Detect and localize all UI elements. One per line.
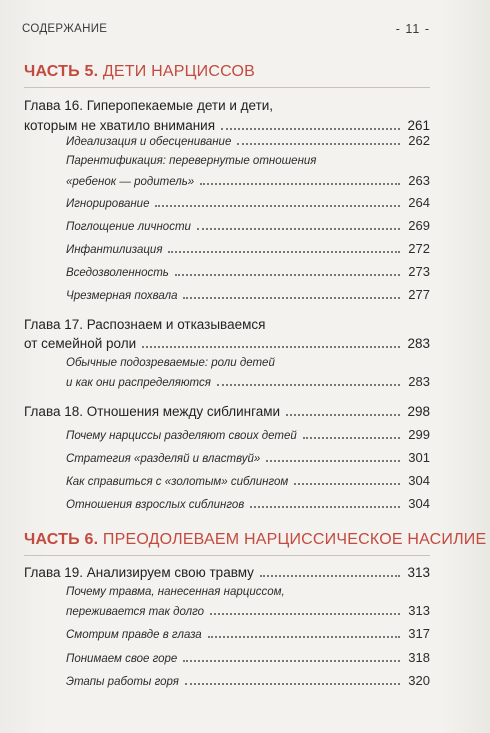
chapter-18-entry [24,401,430,419]
subentry-page: 263 [408,173,430,188]
toc-subentry [66,424,430,442]
subentry-page: 318 [408,650,430,665]
toc-subentry [66,238,430,256]
subentry-page: 313 [408,603,430,618]
toc-subentry [66,284,430,302]
part-divider [24,87,430,88]
subentry-title: Как справиться с «золотым» сиблингом [66,476,289,488]
subentry-title: Стратегия «разделяй и властвуй» [66,453,261,465]
subentry-page: 262 [408,133,430,148]
subentry-page: 273 [408,264,430,279]
chapter-16-title-line2: которым не хватило внимания [24,118,216,133]
chapter-19-entry [24,562,430,580]
subentry-title: и как они распределяются [66,377,211,389]
dot-leader [266,460,400,462]
subentry-title-line1: Парентификация: перевернутые отношения [66,155,317,167]
dot-leader [155,205,400,207]
page-number: - 11 - [395,22,430,36]
dot-leader [217,384,400,386]
subentry-page: 277 [408,287,430,302]
subentry-page: 264 [408,195,430,210]
chapter-17-page: 283 [407,336,430,351]
subentry-page: 283 [408,374,430,389]
chapter-16-title-line1: Глава 16. Гиперопекаемые дети и дети, [24,98,274,113]
toc-subentry [66,170,430,188]
toc-subentry [66,371,430,389]
toc-subentry [66,447,430,465]
part-number: ЧАСТЬ 5. [24,63,99,80]
dot-leader [294,483,400,485]
dot-leader [168,251,400,253]
toc-subentry [66,623,430,641]
dot-leader [183,297,400,299]
chapter-18-title: Глава 18. Отношения между сиблингами [24,404,281,419]
subentry-title: Этапы работы горя [66,676,179,688]
toc-subentry [66,670,430,688]
toc-subentry [66,647,430,665]
dot-leader [197,228,400,230]
dot-leader [237,143,400,145]
subentry-page: 299 [408,427,430,442]
dot-leader [250,506,400,508]
subentry-title: Поглощение личности [66,221,191,233]
subentry-title: Почему нарциссы разделяют своих детей [66,430,297,442]
dot-leader [142,346,400,348]
part-6-heading [24,531,487,553]
dot-leader [286,414,400,416]
section-title: СОДЕРЖАНИЕ [22,23,108,35]
toc-subentry [66,600,430,618]
chapter-19-title: Глава 19. Анализируем свою травму [24,565,254,580]
subentry-title: Игнорирование [66,198,150,210]
subentry-page: 301 [408,450,430,465]
part-title: ДЕТИ НАРЦИССОВ [102,63,256,80]
subentry-page: 320 [408,673,430,688]
subentry-title: Идеализация и обесценивание [66,136,232,148]
dot-leader [183,660,400,662]
subentry-title: «ребенок — родитель» [66,176,195,188]
subentry-title-line1: Почему травма, нанесенная нарциссом, [66,586,285,598]
part-number: ЧАСТЬ 6. [24,531,99,548]
subentry-title: Вседозволенность [66,267,169,279]
chapter-17-title-line1: Глава 17. Распознаем и отказываемся [24,317,266,332]
part-5-heading [24,63,430,85]
subentry-title: Инфантилизация [66,244,163,256]
toc-subentry [66,130,430,148]
chapter-17-title-line2: от семейной роли [24,336,137,351]
subentry-page: 304 [408,473,430,488]
chapter-16-page: 261 [407,118,430,133]
toc-subentry [66,215,430,233]
part-title: ПРЕОДОЛЕВАЕМ НАРЦИССИЧЕСКОЕ НАСИЛИЕ [102,531,487,548]
chapter-17-entry [24,333,430,351]
part-divider [24,555,430,556]
dot-leader [185,683,400,685]
subentry-page: 317 [408,626,430,641]
dot-leader [210,613,400,615]
subentry-title-line1: Обычные подозреваемые: роли детей [66,357,275,369]
toc-subentry [66,470,430,488]
dot-leader [200,183,400,185]
toc-subentry [66,493,430,511]
toc-subentry [66,192,430,210]
dot-leader [208,636,400,638]
chapter-19-page: 313 [407,565,430,580]
dot-leader [260,575,400,577]
subentry-title: Отношения взрослых сиблингов [66,499,245,511]
dot-leader [175,274,400,276]
subentry-title: Чрезмерная похвала [66,290,178,302]
subentry-title: переживается так долго [66,606,205,618]
running-header [22,20,430,38]
chapter-18-page: 298 [407,404,430,419]
subentry-title: Смотрим правде в глаза [66,629,202,641]
subentry-page: 304 [408,496,430,511]
subentry-title: Понимаем свое горе [66,653,178,665]
subentry-page: 269 [408,218,430,233]
dot-leader [303,437,400,439]
toc-subentry [66,261,430,279]
subentry-page: 272 [408,241,430,256]
